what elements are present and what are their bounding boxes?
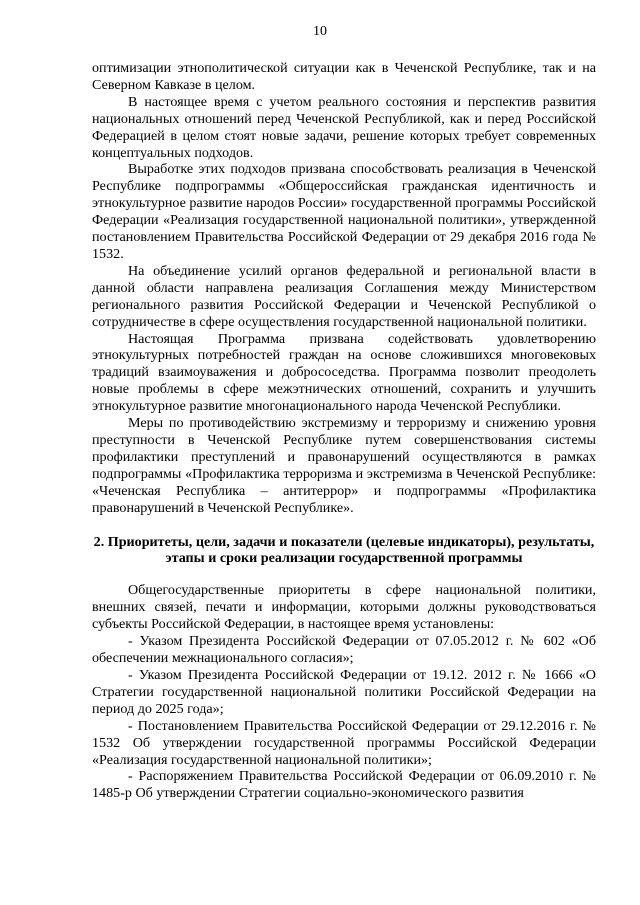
paragraph: Выработке этих подходов призвана способствовать реализация в Чеченской Республике подпрограммы «Общероссийская гражданская идентичность и этнокультурное развитие народов России» государственной программы Российской Федерации «Реализация государственной национальной политики», утвержденной постановлением Правительства Российской Федерации от 29 декабря 2016 года № 1532. bbox=[92, 161, 596, 262]
paragraph: На объединение усилий органов федеральной и региональной власти в данной области направлена реализация Соглашения между Министерством регионального развития Российской Федерации и Чеченской Республикой о сотрудничестве в сфере осуществления государственной национальной политики. bbox=[92, 262, 596, 330]
paragraph: оптимизации этнополитической ситуации как в Чеченской Республике, так и на Северном Кавказе в целом. bbox=[92, 60, 596, 93]
paragraph: Общегосударственные приоритеты в сфере национальной политики, внешних связей, печати и информации, которыми должны руководствоваться субъекты Российской Федерации, в настоящее время установлены: bbox=[92, 582, 596, 633]
list-item: - Постановлением Правительства Российской Федерации от 29.12.2016 г. № 1532 Об утверждении государственной программы Российской Федерации «Реализация государственной национальной политики»; bbox=[92, 717, 596, 768]
list-item: - Указом Президента Российской Федерации от 19.12. 2012 г. № 1666 «О Стратегии государственной национальной политики Российской Федерации на период до 2025 года»; bbox=[92, 667, 596, 717]
list-item: - Указом Президента Российской Федерации от 07.05.2012 г. № 602 «Об обеспечении межнационального согласия»; bbox=[92, 633, 596, 667]
list-item: - Распоряжением Правительства Российской Федерации от 06.09.2010 г. № 1485-р Об утверждении Стратегии социально-экономического развития bbox=[92, 768, 596, 802]
page-number: 10 bbox=[313, 24, 327, 39]
paragraph: Настоящая Программа призвана содействовать удовлетворению этнокультурных потребностей граждан на основе сложившихся многовековых традиций взаимоуважения и добрососедства. Программа позволит преодолеть новые проблемы в сфере межэтнических отношений, сохранить и улучшить этнокультурное развитие многонационального народа Чеченской Республики. bbox=[92, 330, 596, 415]
section-heading: 2. Приоритеты, цели, задачи и показатели (целевые индикаторы), результаты, этапы и сроки реализации государственной программы bbox=[93, 534, 595, 567]
paragraph: Меры по противодействию экстремизму и терроризму и снижению уровня преступности в Чеченской Республике путем совершенствования системы профилактики преступлений и правонарушений осуществляются в рамках подпрограммы «Профилактика терроризма и экстремизма в Чеченской Республике: «Чеченская Республика – антитеррор» и подпрограммы «Профилактика правонарушений в Чеченской Республике». bbox=[92, 415, 596, 516]
paragraph: В настоящее время с учетом реального состояния и перспектив развития национальных отношений перед Чеченской Республикой, как и перед Российской Федерацией в целом стоят новые задачи, решение которых требует современных концептуальных подходов. bbox=[92, 93, 596, 161]
document-body bbox=[92, 60, 596, 802]
